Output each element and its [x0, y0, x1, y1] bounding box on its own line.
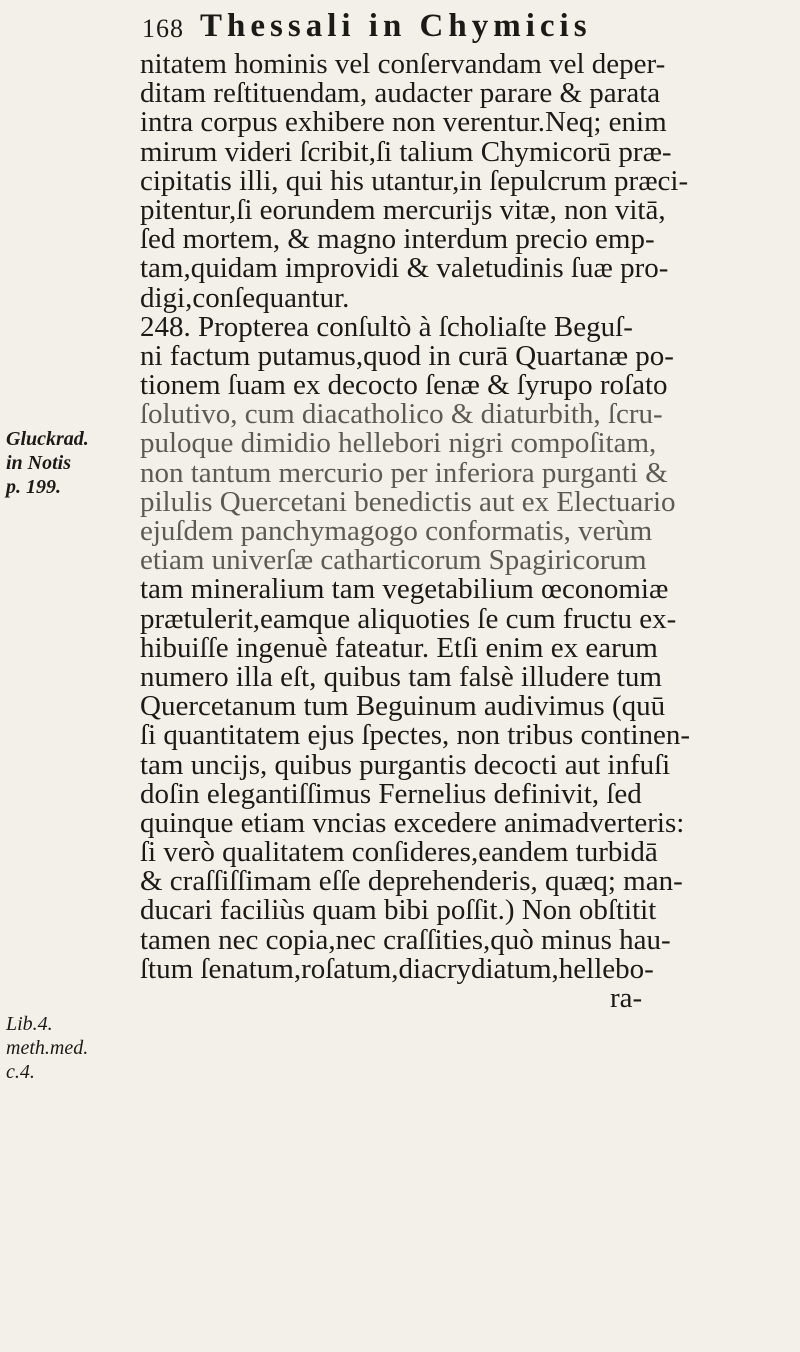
text-line: digi,conſequantur.: [140, 281, 350, 314]
margin-note-fernelius: [6, 1012, 88, 1084]
text-line: ducari faciliùs quam bibi poſſit.) Non obſtitit: [140, 894, 657, 927]
text-line: tamen nec copia,nec craſſities,quò minus hau-: [140, 923, 671, 956]
text-line: 248. Propterea conſultò à ſcholiaſte Beguſ-: [140, 310, 633, 343]
text-line: ſed mortem, & magno interdum precio emp-: [140, 223, 655, 256]
text-line: ni factum putamus,quod in curā Quartanæ po-: [140, 339, 674, 372]
text-line: doſin elegantiſſimus Fernelius definivit, ſed: [140, 777, 642, 810]
margin-note-gluckrad: [6, 427, 89, 499]
text-line: mirum videri ſcribit,ſi talium Chymicorū præ-: [140, 135, 672, 168]
text-line: ejuſdem panchymagogo conformatis, verùm: [140, 515, 653, 547]
text-line: ſolutivo, cum diacatholico & diaturbith, ſcru-: [140, 398, 663, 431]
margin-note-line: meth.med.: [6, 1037, 89, 1059]
text-line: prætulerit,eamque aliquoties ſe cum fructu ex-: [140, 602, 677, 635]
text-line: ra-: [610, 982, 643, 1014]
page-header: [132, 8, 782, 52]
text-line: etiam univerſæ catharticorum Spagiricorum: [140, 544, 647, 577]
text-line: & craſſiſſimam eſſe deprehenderis, quæq; man-: [140, 865, 683, 898]
text-line: pitentur,ſi eorundem mercurijs vitæ, non vitā,: [140, 193, 666, 226]
text-line: tam,quidam improvidi & valetudinis ſuæ pro-: [140, 252, 669, 285]
text-line: nitatem hominis vel conſervandam vel deper-: [140, 48, 666, 80]
margin-note-line: in Notis: [6, 452, 72, 474]
body-text: [140, 50, 790, 1013]
text-line: hibuiſſe ingenuè fateatur. Etſi enim ex earum: [140, 631, 658, 664]
text-line: ſi quantitatem ejus ſpectes, non tribus continen-: [140, 719, 691, 752]
margin-note-line: Lib.4.: [6, 1013, 53, 1035]
page-number: 168: [142, 14, 184, 43]
text-line: non tantum mercurio per inferiora purganti &: [140, 456, 668, 489]
margin-note-line: c.4.: [6, 1061, 35, 1083]
text-line: tam uncijs, quibus purgantis decocti aut infuſi: [140, 748, 671, 781]
text-line: tionem ſuam ex decocto ſenæ & ſyrupo roſato: [140, 369, 668, 402]
text-line: tam mineralium tam vegetabilium œconomiæ: [140, 573, 669, 606]
text-line: Quercetanum tum Beguinum audivimus (quū: [140, 690, 666, 723]
text-line: pilulis Quercetani benedictis aut ex Electuario: [140, 485, 676, 518]
running-title: Thessali in Chymicis: [200, 8, 592, 44]
text-line: quinque etiam vncias excedere animadverteris:: [140, 806, 685, 839]
text-line: ditam reſtituendam, audacter parare & parata: [140, 77, 661, 110]
text-line: intra corpus exhibere non verentur.Neq; enim: [140, 106, 667, 139]
margin-note-line: Gluckrad.: [6, 428, 89, 450]
text-line: ſtum ſenatum,roſatum,diacrydiatum,hellebo-: [140, 952, 654, 985]
text-line: numero illa eſt, quibus tam falsè illudere tum: [140, 660, 662, 693]
text-line: cipitatis illi, qui his utantur,in ſepulcrum præci-: [140, 164, 689, 197]
text-line: ſi verò qualitatem conſideres,eandem turbidā: [140, 836, 658, 869]
text-line: puloque dimidio hellebori nigri compoſitam,: [140, 427, 657, 460]
margin-note-line: p. 199.: [6, 476, 61, 498]
margin-notes: [0, 0, 140, 1352]
